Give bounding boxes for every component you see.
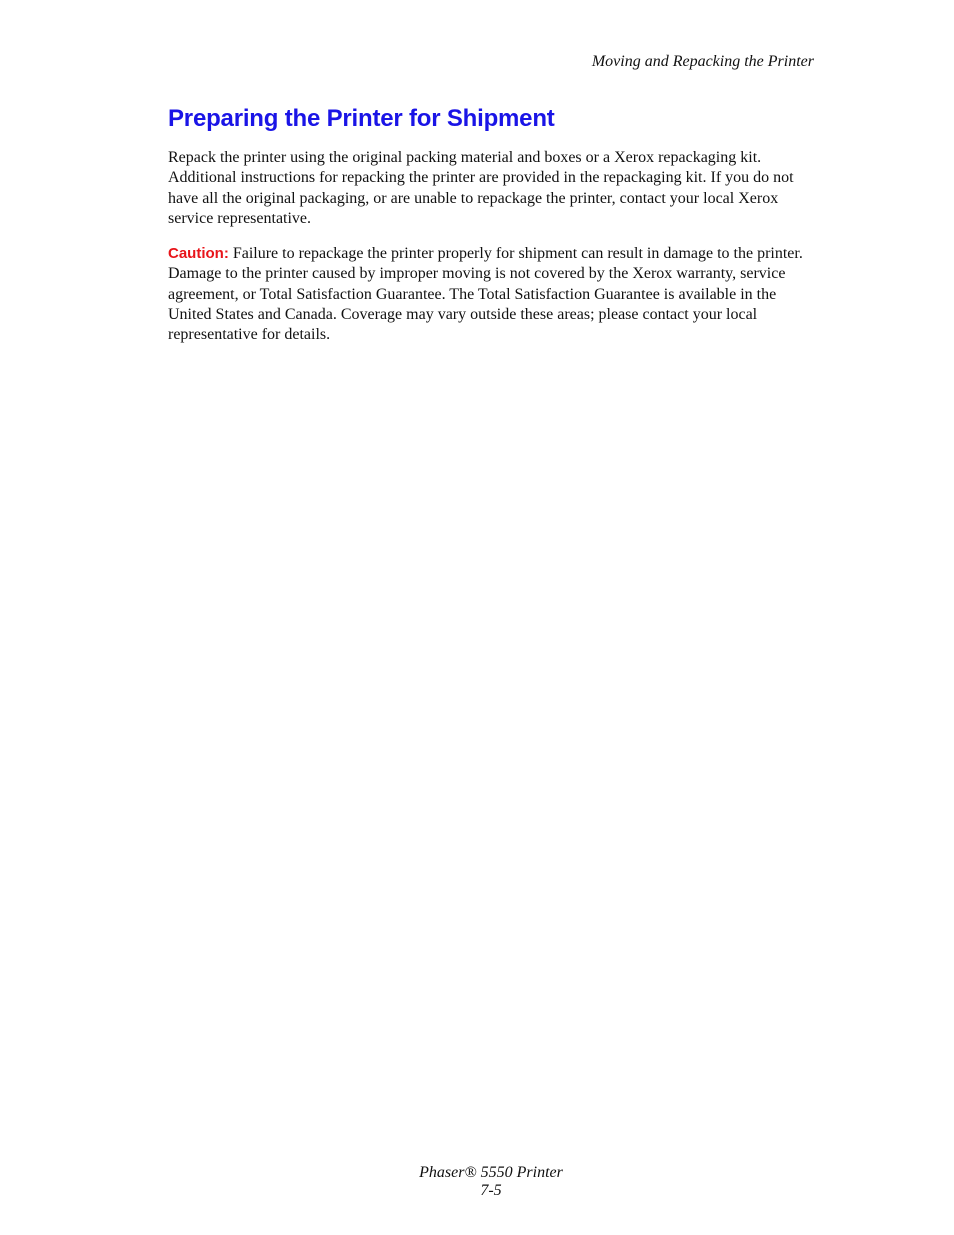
intro-paragraph: Repack the printer using the original packing material and boxes or a Xerox repackaging kit. Additional instructions for repacking the printer are provided in the repackaging kit. If you do not have all the original packaging, or are unable to repackage the printer, contact your local Xerox service representative. [168,149,794,227]
caution-paragraph [168,244,818,345]
caution-text: Failure to repackage the printer properly for shipment can result in damage to the printer. Damage to the printer caused by improper moving is not covered by the Xerox warranty, service agreement, or Total Satisfaction Guarantee. The Total Satisfaction Guarantee is available in the United States and Canada. Coverage may vary outside these areas; please contact your local representative for details. [168,245,803,344]
caution-label: Caution: [168,245,229,263]
running-header: Moving and Repacking the Printer [591,53,814,70]
running-footer [0,1164,954,1200]
page-number: 7-5 [480,1182,502,1199]
footer-product-name: Phaser® 5550 Printer [419,1164,563,1181]
section-title: Preparing the Printer for Shipment [168,105,555,132]
main-content [168,104,818,361]
